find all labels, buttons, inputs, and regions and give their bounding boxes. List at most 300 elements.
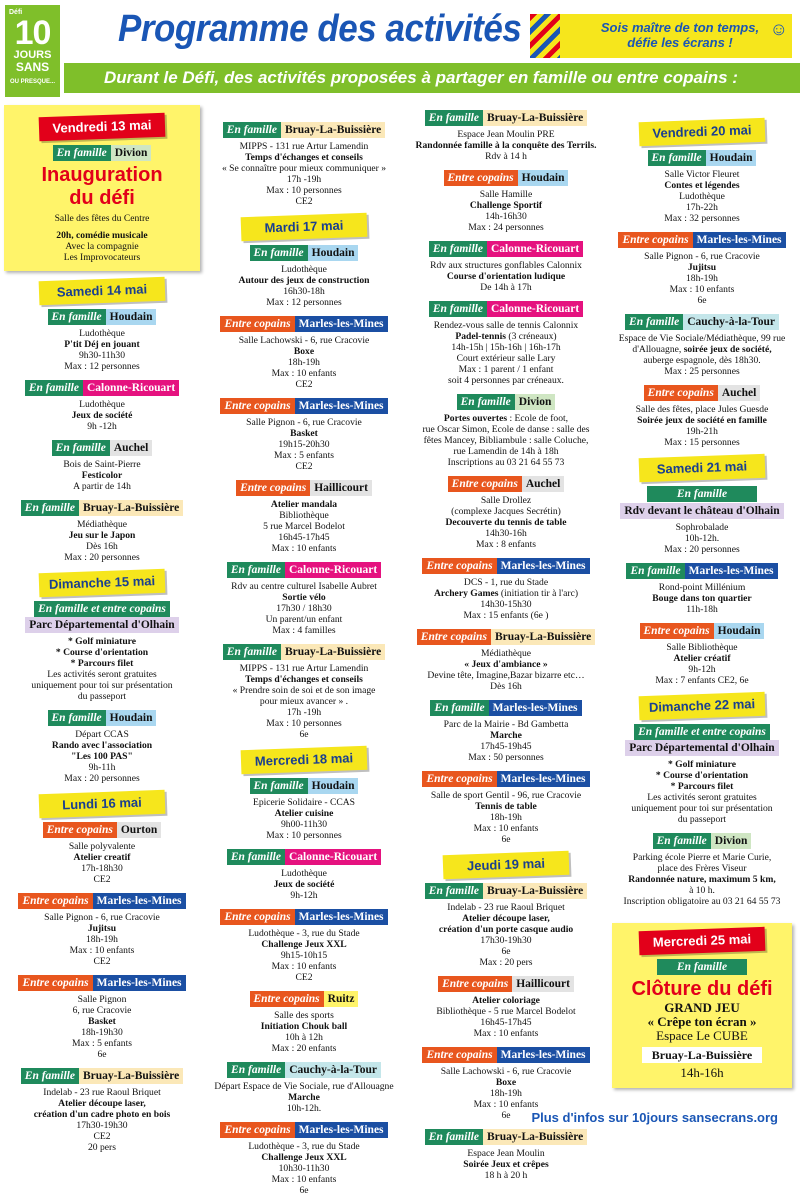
location: Cauchy-à-la-Tour [683,314,779,330]
event-line: Max : 10 personnes [266,718,342,729]
event-line: Max : 5 enfants [274,450,334,461]
tag-famille: En famille [227,1062,285,1078]
activity [408,394,604,468]
event-line: Ludothèque [281,264,327,275]
event-line: à 10 h. [689,885,715,896]
event-line: Espace de Vie Sociale/Médiathèque, 99 rue [618,333,786,344]
location: Marles-les-Mines [295,398,388,414]
activity [204,245,404,308]
location: Bruay-La-Buissière [483,110,587,126]
event-line: 9h-11h [88,762,116,773]
event-line: CE2 [295,461,313,472]
tag-copains: Entre copains [644,385,718,401]
day-header: Vendredi 13 mai [39,113,166,141]
column-3 [408,110,604,1189]
closing-event [612,923,792,1088]
event-line: Epicerie Solidaire - CCAS [252,797,356,808]
location: Calonne-Ricouart [83,380,179,396]
tag-famille: En famille [227,849,285,865]
event-line: Salle Lachowski - 6, rue Cracovie [238,335,370,346]
event-highlight [4,105,200,271]
event-line: Dès 16h [490,681,522,692]
kid-icon: ☺ [769,19,788,39]
tag-famille: En famille [223,122,281,138]
event-line: MIPPS - 131 rue Artur Lamendin [239,663,369,674]
location: Calonne-Ricouart [487,241,583,257]
event-line: Indelab - 23 rue Raoul Briquet [43,1087,161,1098]
event-line: Max : 4 familles [272,625,336,636]
location: Parc Départemental d'Olhain [25,617,178,633]
event-line: Salle Lachowski - 6, rue Cracovie [440,1066,572,1077]
tag-famille: En famille [250,778,308,794]
event-line: Jeu sur le Japon [68,530,136,541]
event-line: Decouverte du tennis de table [445,517,567,528]
activity [204,562,404,636]
location: Bruay-La-Buissière [642,1047,762,1063]
event-line: Challenge Jeux XXL [261,1152,347,1163]
event-line: Bois de Saint-Pierre [63,459,141,470]
activity [604,486,800,555]
location: Marles-les-Mines [295,316,388,332]
event-title: du défi [69,187,135,209]
event-line: Ludothèque [679,191,725,202]
activity [4,500,200,563]
tag-copains: Entre copains [444,170,518,186]
event-line: 17h30-19h30 [76,1120,128,1131]
activity [204,316,404,390]
tag-copains: Entre copains [220,398,294,414]
event-line: Max : 24 personnes [468,222,544,233]
event-line: création d'un porte casque audio [438,924,574,935]
activity [4,1068,200,1153]
event-line: Max : 12 personnes [64,361,140,372]
location: Bruay-La-Buissière [281,644,385,660]
slogan-line: défie les écrans ! [627,35,733,50]
location: Bruay-La-Buissière [281,122,385,138]
activity [4,975,200,1060]
logo-text: 10 [14,14,51,52]
page-title: Programme des activités [118,8,522,50]
event-line: Salle Bibliothèque [666,642,738,653]
event-line: Max : 7 enfants CE2, 6e [655,675,749,686]
event-line: Max : 10 enfants [69,945,135,956]
location: Houdain [518,170,569,186]
event-line: Max : 25 personnes [664,366,740,377]
event-line: Parking école Pierre et Marie Curie, [632,852,772,863]
event-line: Max : 20 pers [479,957,533,968]
tag-copains: Entre copains [417,629,491,645]
event-line: Boxe [495,1077,517,1088]
location: Auchel [522,476,565,492]
event-line: 16h45-17h45 [278,532,330,543]
event-line: 6e [299,1185,309,1196]
event-line: Rendez-vous salle de tennis Calonnix [433,320,579,331]
event-line: 10h-12h. [684,533,720,544]
event-line: 9h-12h [688,664,716,675]
event-line: 10h-12h. [286,1103,322,1114]
event-line: Max : 15 personnes [664,437,740,448]
event-line: CE2 [295,379,313,390]
location: Auchel [718,385,761,401]
tag-famille: En famille [53,145,111,161]
tag-copains: Entre copains [422,1047,496,1063]
event-line: Course d'orientation ludique [446,271,566,282]
event-line: Atelier cuisine [274,808,334,819]
event-line: CE2 [295,972,313,983]
location: Marles-les-Mines [295,1122,388,1138]
column-2 [204,122,404,1204]
event-line: 14h-16h30 [485,211,527,222]
event-line: * Golf miniature [667,759,737,770]
tag-famille: En famille [457,394,515,410]
location: Marles-les-Mines [693,232,786,248]
event-line: CE2 [93,1131,111,1142]
activity [408,301,604,386]
activity [4,309,200,372]
location: Houdain [308,245,359,261]
event-line: Rdv à 14 h [485,151,527,162]
event-line: 11h-18h [686,604,718,615]
tag-famille: En famille [223,644,281,660]
event-line: Max : 10 enfants [271,961,337,972]
activity [408,1129,604,1181]
event-line: 17h30-19h30 [480,935,532,946]
location: Cauchy-à-la-Tour [285,1062,381,1078]
event-line: Atelier creatif [73,852,131,863]
activity [4,710,200,784]
activity [408,629,604,692]
event-line: Max : 10 personnes [266,185,342,196]
location: Houdain [106,710,157,726]
activity [204,1122,404,1196]
activity [408,883,604,968]
event-line: 14h-15h | 15h-16h | 16h-17h [451,342,561,353]
event-line: fêtes Mancey, Bibliambule : salle Coluche, [423,435,589,446]
location: Marles-les-Mines [497,558,590,574]
event-line: Sortie vélo [282,592,326,603]
slogan-badge [530,14,792,58]
event-line: Ludothèque [79,399,125,410]
location: Houdain [706,150,757,166]
activity [204,398,404,472]
event-line: Ludothèque [281,868,327,879]
event-line: Contes et légendes [664,180,740,191]
event-line: * Course d'orientation [55,647,149,658]
event-highlight-text: Portes ouvertes [443,413,508,424]
event-line: Max : 10 personnes [266,830,342,841]
event-line: Randonnée famille à la conquête des Terrils. [415,140,597,151]
event-line: Max : 10 enfants [669,284,735,295]
event-line: 20 pers [88,1142,116,1153]
location: Haillicourt [512,976,574,992]
tag-famille: En famille [430,700,488,716]
event-line: * Course d'orientation [655,770,749,781]
event-line: Un parent/un enfant [265,614,343,625]
event-line: Randonnée nature, maximum 5 km, [628,874,776,885]
event-line: Challenge Sportif [469,200,543,211]
event-line: Salle Victor Fleuret [664,169,740,180]
day-header: Samedi 21 mai [639,454,766,482]
activity [408,771,604,845]
logo-text: OU PRESQUE... [9,79,55,85]
event-line: « Crêpe ton écran » [647,1014,757,1029]
location: Calonne-Ricouart [487,301,583,317]
location: Parc Départemental d'Olhain [625,740,778,756]
event-line: Espace Jean Moulin PRE [457,129,555,140]
event-highlight-text: Padel-tennis [455,331,507,342]
tag-copains: Entre copains [18,975,92,991]
activity [4,440,200,492]
event-line-detail: (3 créneaux) [508,331,557,342]
event-line: Médiathèque [480,648,532,659]
tag-famille: En famille [425,883,483,899]
location: Houdain [714,623,765,639]
event-line: Dès 16h [86,541,118,552]
event-line: Indelab - 23 rue Raoul Briquet [447,902,565,913]
tag-copains: Entre copains [43,822,117,838]
location: Ourton [117,822,161,838]
event-line: Max : 10 enfants [473,823,539,834]
event-line: 6e [299,729,309,740]
event-line: Salle Pignon - 6, rue Cracovie [44,912,160,923]
slogan-line: Sois maître de ton temps, [600,20,760,35]
stripes-decoration [530,14,560,58]
location: Divion [111,145,152,161]
event-line: 9h-12h [290,890,318,901]
activity [204,991,404,1054]
tag-famille: En famille [52,440,110,456]
event-line: 6e [501,1110,511,1121]
event-line: Max : 15 enfants (6e ) [463,610,549,621]
location: Divion [711,833,752,849]
event-line: 14h30-16h [485,528,527,539]
day-header: Jeudi 19 mai [443,851,570,879]
location: Marles-les-Mines [93,975,186,991]
event-line: Max : 50 personnes [468,752,544,763]
event-line: Max : 10 enfants [271,368,337,379]
event-line: Max : 32 personnes [664,213,740,224]
event-line: 20h, comédie musicale [56,230,148,241]
location: Auchel [110,440,153,456]
event-line: Ludothèque - 3, rue du Stade [248,1141,360,1152]
event-line: 9h30-11h30 [78,350,125,361]
event-line: Basket [290,428,318,439]
location: Marles-les-Mines [497,771,590,787]
event-line: pour mieux avancer » . [259,696,349,707]
activity [204,909,404,983]
location: Bruay-La-Buissière [79,1068,183,1084]
event-line: Salle Pignon - 6, rue Cracovie [246,417,362,428]
activity [604,385,800,448]
event-line: Marche [288,1092,320,1103]
event-line: « Se connaître pour mieux communiquer » [221,163,387,174]
event-line: 9h00-11h30 [280,819,327,830]
event-line [408,588,604,599]
day-header: Dimanche 15 mai [39,569,166,597]
event-line: Temps d'échanges et conseils [245,152,363,163]
event-line: rue Oscar Simon, Ecole de danse : salle des [422,424,590,435]
event-line: "Les 100 PAS" [71,751,133,762]
tag-copains: Entre copains [18,893,92,909]
event-line: De 14h à 17h [480,282,532,293]
location: Marles-les-Mines [685,563,778,579]
activity [204,122,404,207]
activity [204,849,404,901]
event-line: P'tit Déj en jouant [64,339,140,350]
event-line: Max : 20 personnes [64,552,140,563]
event-line: rue Lamendin de 14h à 18h [453,446,559,457]
location: Houdain [106,309,157,325]
tag-famille: En famille [429,301,487,317]
event-line: Jeux de société [71,410,133,421]
column-4 [604,114,800,1088]
tag-famille: En famille [48,710,106,726]
event-line: Rdv au centre culturel Isabelle Aubret [231,581,377,592]
tag-copains: Entre copains [618,232,692,248]
event-line: 17h -19h [286,707,322,718]
tag-copains: Entre copains [220,316,294,332]
event-line: Temps d'échanges et conseils [245,674,363,685]
tag-copains: Entre copains [438,976,512,992]
activity [408,976,604,1039]
activity [408,476,604,550]
event-line: Avec la compagnie [65,241,139,252]
location: Bruay-La-Buissière [483,883,587,899]
tag-famille: En famille [227,562,285,578]
event-line: Atelier mandala [270,499,338,510]
tag-famille: En famille [653,833,711,849]
event-line: 18h-19h [686,273,718,284]
event-line: Autour des jeux de construction [238,275,370,286]
event-line: Salle Pignon [77,994,127,1005]
location: Divion [515,394,556,410]
tag-famille: En famille [21,500,79,516]
activity [604,833,800,907]
event-line: Salle Pignon - 6, rue Cracovie [644,251,760,262]
event-line: Max : 10 enfants [473,1028,539,1039]
event-line: 6e [501,946,511,957]
activity [4,822,200,885]
location: Haillicourt [310,480,372,496]
day-header: Vendredi 20 mai [639,118,766,146]
activity [408,558,604,621]
logo-text: JOURS [13,49,52,61]
event-line: (complexe Jacques Secrétin) [451,506,561,517]
activity [604,724,800,825]
tag-famille: En famille [425,110,483,126]
event-title: Clôture du défi [631,978,773,1000]
event-line: 6e [97,1049,107,1060]
event-highlight-text: soirée jeux de société, [683,344,772,355]
event-line: CE2 [93,956,111,967]
activity [4,601,200,702]
event-line: 6e [501,834,511,845]
event-line: Max : 10 enfants [271,1174,337,1185]
event-line: 16h30-18h [283,286,325,297]
event-line: Jujitsu [687,262,717,273]
footer-link[interactable]: Plus d'infos sur 10jours sansecrans.org [531,1110,778,1125]
event-line: 17h45-19h45 [480,741,532,752]
activity [408,241,604,293]
event-line: 19h-21h [686,426,718,437]
event-line: Max : 12 personnes [266,297,342,308]
tag-famille: En famille [21,1068,79,1084]
event-line: CE2 [93,874,111,885]
logo-text: Défi [9,9,23,16]
tag-famille: En famille [625,314,683,330]
event-line: Tennis de table [475,801,537,812]
activity [204,778,404,841]
event-line: Atelier coloriage [472,995,540,1006]
tag-copains: Entre copains [422,558,496,574]
event-line: Festicolor [81,470,123,481]
event-title: Inauguration [41,164,163,186]
event-line: Boxe [293,346,315,357]
event-line: Ludothèque [79,328,125,339]
event-line [604,344,800,355]
event-line: MIPPS - 131 rue Artur Lamendin [239,141,369,152]
event-line: Parc de la Mairie - Bd Gambetta [443,719,569,730]
event-line: 17h30 / 18h30 [276,603,332,614]
event-line: A partir de 14h [73,481,131,492]
event-line: Max : 5 enfants [72,1038,132,1049]
activity [604,150,800,224]
activity [604,232,800,306]
day-header: Mercredi 25 mai [639,927,766,955]
event-line: Salle Drollez [480,495,532,506]
tag-copains: Entre copains [220,1122,294,1138]
activity [408,170,604,233]
activity [604,563,800,615]
tag-famille: En famille [250,245,308,261]
event-line: Espace Jean Moulin [467,1148,545,1159]
location: Marles-les-Mines [93,893,186,909]
tag-famille-copains: En famille et entre copains [634,724,770,740]
event-line: Marche [490,730,522,741]
location: Bruay-La-Buissière [79,500,183,516]
tag-famille: En famille [25,380,83,396]
event-line: Challenge Jeux XXL [261,939,347,950]
location: Calonne-Ricouart [285,849,381,865]
event-line: 17h-22h [686,202,718,213]
event-line: du passeport [77,691,127,702]
tag-copains: Entre copains [236,480,310,496]
location: Marles-les-Mines [489,700,582,716]
location: Ruitz [324,991,359,1007]
tag-copains: Entre copains [640,623,714,639]
event-line [408,413,604,424]
event-line: 18h-19h [86,934,118,945]
event-line: * Parcours filet [670,781,734,792]
event-line: uniquement pour toi sur présentation [631,803,773,814]
event-line: Espace Le CUBE [656,1028,748,1043]
event-line: Bouge dans ton quartier [652,593,752,604]
event-line: uniquement pour toi sur présentation [31,680,173,691]
activity [204,1062,404,1114]
location: Houdain [308,778,359,794]
tag-copains: Entre copains [448,476,522,492]
event-line: Salle des sports [274,1010,334,1021]
activity [408,700,604,763]
event-line: DCS - 1, rue du Stade [463,577,549,588]
event-line: 10h30-11h30 [278,1163,330,1174]
event-line: 14h30-15h30 [480,599,532,610]
event-line: Max : 20 enfants [271,1043,337,1054]
tag-famille: En famille [657,959,747,975]
event-line: 17h-18h30 [81,863,123,874]
event-line: Salle de sport Gentil - 96, rue Cracovie [430,790,582,801]
event-line: Départ Espace de Vie Sociale, rue d'Allouagne [214,1081,394,1092]
